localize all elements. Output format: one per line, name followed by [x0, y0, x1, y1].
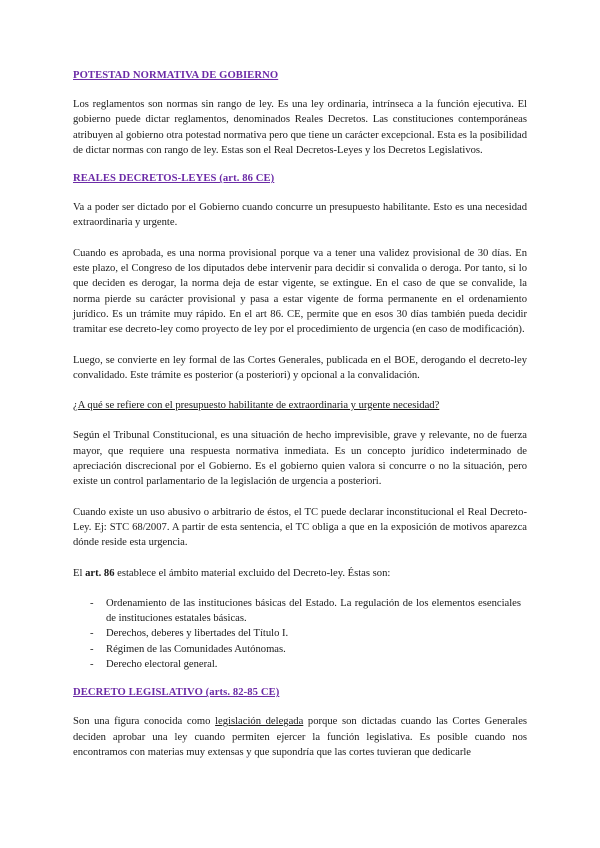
paragraph-uso-abusivo: Cuando existe un uso abusivo o arbitrario de éstos, el TC puede declarar inconstitucional el Real Decreto-Ley. Ej: STC 68/2007. A partir de esta sentencia, el TC obliga a que en la exposición de motivos aparezca dónde reside esta urgencia.	[73, 506, 527, 549]
dash-bullet: -	[90, 659, 94, 671]
excluded-matters-list	[73, 596, 527, 672]
text-art-86: art. 86	[85, 567, 115, 579]
question-presupuesto-habilitante: ¿A qué se refiere con el presupuesto habilitante de extraordinaria y urgente necesidad?	[73, 400, 440, 412]
list-item-text: Derecho electoral general.	[106, 659, 218, 671]
text-establece: establece el ámbito material excluido del Decreto-ley. Éstas son:	[114, 567, 391, 579]
legislacion-delegada-term: legislación delegada	[215, 716, 304, 728]
text-dictadas: porque son dictadas cuando las Cortes Generales deciden aprobar una ley cuando permiten ejercer la función legislativa. Es posible cuando nos encontramos con materias muy extensas y que supondría que las cortes tuvieran que dedicarle	[73, 716, 528, 758]
paragraph-legislacion-delegada	[73, 714, 527, 760]
list-item-text: Ordenamiento de las instituciones básicas del Estado. La regulación de los elementos esenciales de instituciones estatales básicas.	[106, 597, 521, 625]
paragraph-ley-formal: Luego, se convierte en ley formal de las Cortes Generales, publicada en el BOE, derogando el decreto-ley convalidado. Este trámite es posterior (a posteriori) y opcional a la convalidación.	[73, 354, 527, 381]
section-heading-decreto-legislativo: DECRETO LEGISLATIVO (arts. 82-85 CE)	[73, 687, 280, 699]
dash-bullet: -	[90, 643, 94, 655]
paragraph-ambito-excluido	[73, 566, 527, 581]
dash-bullet: -	[90, 597, 94, 609]
section-heading-potestad: POTESTAD NORMATIVA DE GOBIERNO	[73, 70, 279, 81]
text-figura: Son una figura conocida como	[73, 716, 216, 728]
paragraph-tribunal-constitucional: Según el Tribunal Constitucional, es una situación de hecho imprevisible, grave y relevante, no de fuerza mayor, que requiere una respuesta normativa inmediata. Es un concepto jurídico indeterminado de apreciación discrecional por el Gobierno. Es el gobierno quien valora si concurre o no la situación, pero existe un control parlamentario de la legislación de urgencia a posteriori.	[73, 430, 527, 488]
list-item-text: Derechos, deberes y libertades del Título I.	[106, 628, 289, 640]
list-item	[73, 657, 527, 672]
text-el: El	[73, 567, 86, 579]
paragraph-presupuesto: Va a poder ser dictado por el Gobierno cuando concurre un presupuesto habilitante. Esto es una necesidad extraordinaria y urgente.	[73, 202, 527, 229]
list-item	[73, 642, 527, 657]
section-heading-decretos-leyes: REALES DECRETOS-LEYES (art. 86 CE)	[73, 173, 275, 185]
paragraph-provisional: Cuando es aprobada, es una norma provisional porque va a tener una validez provisional de 30 días. En este plazo, el Congreso de los diputados debe intervenir para decidir si convalida o deroga. Por tanto, si lo que deciden es derogar, la norma deja de estar vigente, se extingue. En el caso de que se convalide, la norma pierde su carácter provisional y pasa a estar vigente de forma permanente en el ordenamiento jurídico. Es un trámite muy rápido. En el art 86. CE, permite que en esos 30 días también pueda decidir tramitar ese decreto-ley como proyecto de ley por el procedimiento de urgencia (en caso de modificación).	[73, 247, 527, 336]
paragraph-reglamentos: Los reglamentos son normas sin rango de ley. Es una ley ordinaria, intrínseca a la función ejecutiva. El gobierno puede dictar reglamentos, denominados Reales Decretos. Las constituciones contemporáneas atribuyen al gobierno otra potestad normativa pero que tiene un carácter excepcional. Esta es la posibilidad de dictar normas con rango de ley. Estas son el Real Decretos-Leyes y los Decretos Legislativos.	[73, 99, 527, 156]
list-item	[73, 626, 527, 641]
list-item-text: Régimen de las Comunidades Autónomas.	[106, 643, 286, 655]
list-item	[73, 596, 527, 627]
dash-bullet: -	[90, 628, 94, 640]
